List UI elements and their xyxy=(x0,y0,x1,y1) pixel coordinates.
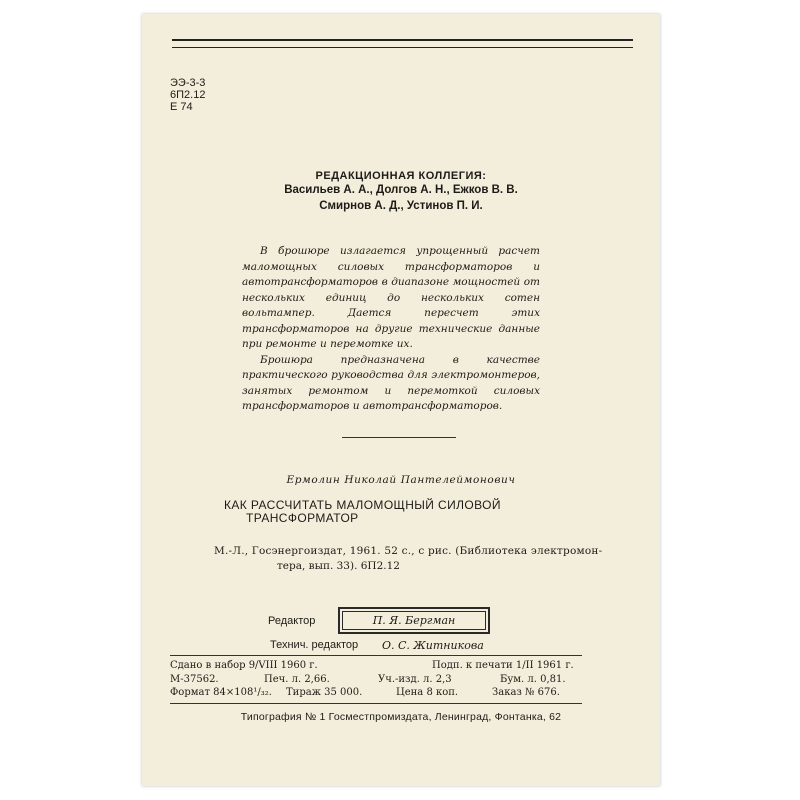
imprint-row xyxy=(170,686,582,700)
printer-info: Типография № 1 Госместпромиздата, Ленинград, Фонтанка, 62 xyxy=(240,711,562,723)
imprint-cell: Подп. к печати 1/II 1961 г. xyxy=(432,660,574,671)
bibliographic-record xyxy=(214,544,606,573)
imprint-row xyxy=(170,659,582,673)
classification-code: ЭЭ-3-3 xyxy=(170,77,206,89)
abstract xyxy=(242,244,540,415)
top-rule-thick xyxy=(172,39,633,41)
bibliographic-line2: тера, вып. 33). 6П2.12 xyxy=(277,559,400,572)
imprint-cell: Тираж 35 000. xyxy=(286,687,363,698)
top-rule-thin xyxy=(172,47,633,48)
imprint-block xyxy=(170,655,582,704)
imprint-cell: М-37562. xyxy=(170,673,219,685)
classification-codes xyxy=(170,77,205,113)
book-title-line2: ТРАНСФОРМАТОР xyxy=(246,511,359,525)
tech-editor-name: О. С. Житникова xyxy=(382,639,484,652)
editor-label: Редактор xyxy=(268,615,316,627)
imprint-cell: Печ. л. 2,66. xyxy=(264,673,330,685)
author-name: Ермолин Николай Пантелеймонович xyxy=(286,474,516,486)
imprint-cell: Заказ № 676. xyxy=(492,687,560,698)
separator-line xyxy=(342,437,456,438)
classification-code: 6П2.12 xyxy=(170,89,206,101)
imprint-row xyxy=(170,673,582,687)
book-page xyxy=(142,14,660,786)
imprint-cell: Сдано в набор 9/VIII 1960 г. xyxy=(170,660,318,671)
abstract-paragraph-1: В брошюре излагается упрощенный расчет маломощных силовых трансформаторов и автотрансформаторов в диапазоне мощностей от нескольких единиц до нескольких сотен вольтампер. Дается пересчет этих трансформаторов на другие технические данные при ремонте и перемотке их. xyxy=(242,245,540,350)
editorial-board-title: РЕДАКЦИОННАЯ КОЛЛЕГИЯ: xyxy=(315,170,487,182)
imprint-cell: Уч.-изд. л. 2,3 xyxy=(378,673,452,685)
book-title-line1: КАК РАССЧИТАТЬ МАЛОМОЩНЫЙ СИЛОВОЙ xyxy=(224,498,501,512)
imprint-cell: Бум. л. 0,81. xyxy=(500,673,566,685)
editorial-board-members-line1: Васильев А. А., Долгов А. Н., Ежков В. В. xyxy=(284,184,518,196)
tech-editor-label: Технич. редактор xyxy=(270,639,359,651)
editor-stamp-box xyxy=(338,607,490,634)
imprint-cell: Формат 84×108¹/₃₂. xyxy=(170,687,272,698)
editor-name: П. Я. Бергман xyxy=(372,614,456,627)
abstract-paragraph-2: Брошюра предназначена в качестве практического руководства для электромонтеров, занятых ремонтом и перемоткой силовых трансформаторов и автотрансформаторов. xyxy=(242,353,540,412)
imprint-cell: Цена 8 коп. xyxy=(396,687,459,698)
book-title xyxy=(224,499,604,525)
classification-code: Е 74 xyxy=(170,101,193,113)
bibliographic-line1: М.-Л., Госэнергоиздат, 1961. 52 с., с рис. (Библиотека электромон- xyxy=(214,545,603,557)
editorial-board-members-line2: Смирнов А. Д., Устинов П. И. xyxy=(319,200,483,212)
